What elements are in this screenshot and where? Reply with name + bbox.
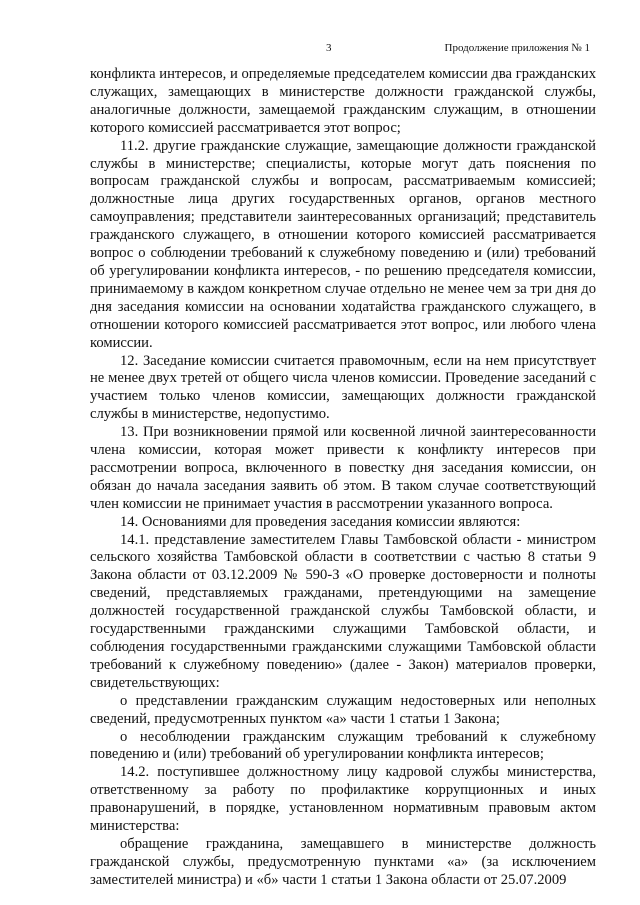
paragraph: обращение гражданина, замещавшего в министерстве должность гражданской службы, предусмотренную пунктами «а» (за исключением заместителей министра) и «б» части 1 статьи 1 Закона области от 25.07.2009 — [90, 835, 596, 888]
paragraph: 14.1. представление заместителем Главы Тамбовской области - министром сельского хозяйства Тамбовской области в соответствии с частью 8 статьи 9 Закона области от 03.12.2009 № 590-З «О проверке достоверности и полноты сведений, представляемых гражданами, претендующими на замещение должностей государственной гражданской службы Тамбовской области, и государственными гражданскими служащими Тамбовской области, и соблюдения государственными гражданскими служащими Тамбовской области требований к служебному поведению» (далее - Закон) материалов проверки, свидетельствующих: — [90, 531, 596, 691]
document-body — [90, 66, 596, 890]
paragraph: 14.2. поступившее должностному лицу кадровой службы министерства, ответственному за работу по профилактике коррупционных и иных правонарушений, в порядке, установленном нормативным правовым актом министерства: — [90, 764, 596, 835]
paragraph: конфликта интересов, и определяемые председателем комиссии два гражданских служащих, замещающих в министерстве должности гражданской службы, аналогичные должности, замещаемой гражданским служащим, в отношении которого комиссией рассматривается этот вопрос; — [90, 66, 596, 136]
paragraph: 12. Заседание комиссии считается правомочным, если на нем присутствует не менее двух третей от общего числа членов комиссии. Проведение заседаний с участием только членов комиссии, замещающих должности гражданской службы в министерстве, недопустимо. — [90, 352, 596, 423]
paragraph: 11.2. другие гражданские служащие, замещающие должности гражданской службы в министерстве; специалисты, которые могут дать пояснения по вопросам гражданской службы и вопросам, рассматриваемым комиссией; должностные лица других государственных органов, органов местного самоуправления; представители заинтересованных организаций; представитель гражданского служащего, в отношении которого комиссией рассматривается вопрос о соблюдении требований к служебному поведению и (или) требований об урегулировании конфликта интересов, - по решению председателя комиссии, принимаемому в каждом конкретном случае отдельно не менее чем за три дня до дня заседания комиссии на основании ходатайства гражданского служащего, в отношении которого комиссией рассматривается этот вопрос, или любого члена комиссии. — [90, 137, 596, 351]
paragraph: о несоблюдении гражданским служащим требований к служебному поведению и (или) требований об урегулировании конфликта интересов; — [90, 728, 596, 763]
paragraph: о представлении гражданским служащим недостоверных или неполных сведений, предусмотренных пунктом «а» части 1 статьи 1 Закона; — [90, 692, 596, 727]
paragraph: 14. Основаниями для проведения заседания комиссии являются: — [120, 513, 521, 530]
appendix-continuation-label: Продолжение приложения № 1 — [444, 42, 590, 54]
paragraph: 13. При возникновении прямой или косвенной личной заинтересованности члена комиссии, которая может привести к конфликту интересов при рассмотрении вопроса, включенного в повестку дня заседания комиссии, он обязан до начала заседания заявить об этом. В таком случае соответствующий член комиссии не принимает участия в рассмотрении указанного вопроса. — [90, 424, 596, 512]
page-number: 3 — [326, 42, 332, 54]
